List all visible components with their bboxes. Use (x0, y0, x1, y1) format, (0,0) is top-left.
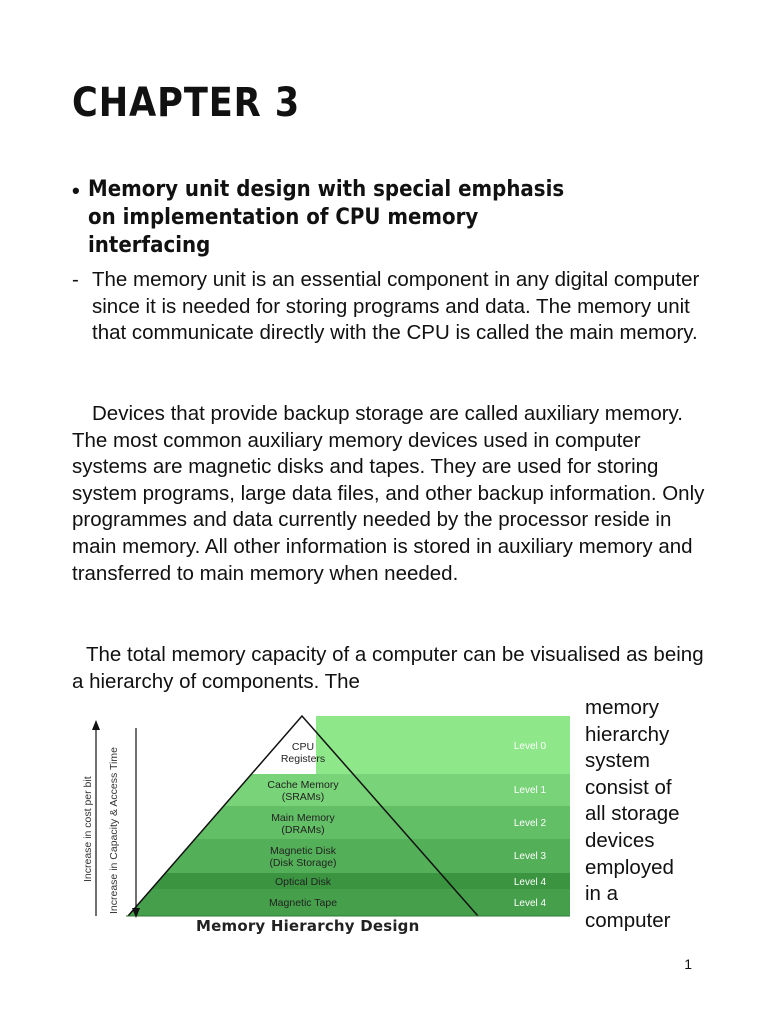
axis-label-cost: Increase in cost per bit (82, 776, 94, 882)
level-number-4a: Level 4 (513, 877, 547, 888)
bullet-marker: • (72, 178, 80, 203)
level-name-registers-2: Registers (280, 753, 326, 765)
page-number: 1 (684, 956, 692, 972)
level-number-0: Level 0 (513, 741, 547, 752)
level-name-main-2: (DRAMs) (281, 824, 325, 836)
level-name-main-1: Main Memory (271, 812, 335, 824)
level-name-registers-1: CPU (291, 741, 315, 753)
figure-caption: Memory Hierarchy Design (196, 917, 420, 935)
band-4 (136, 873, 570, 889)
band-2 (176, 806, 570, 839)
paragraph-hierarchy: The total memory capacity of a computer can be visualised as being a hierarchy of components. The (72, 643, 704, 693)
level-number-1: Level 1 (513, 785, 547, 796)
axis-label-capacity: Increase in Capacity & Access Time (108, 747, 120, 914)
level-number-3: Level 3 (513, 851, 547, 862)
level-number-4b: Level 4 (513, 898, 547, 909)
band-3 (146, 839, 570, 873)
section-heading: Memory unit design with special emphasis on implementation of CPU memory interfacing (88, 177, 565, 258)
side-line: all storage (585, 802, 680, 826)
side-line: consist of (585, 775, 672, 799)
side-line: devices (585, 828, 655, 852)
level-name-disk-1: Magnetic Disk (270, 845, 336, 857)
band-5 (126, 889, 570, 916)
level-name-cache-1: Cache Memory (267, 779, 339, 791)
paragraph-auxiliary-memory: Devices that provide backup storage are called auxiliary memory. The most common auxiliary memory devices used in computer systems are magnetic disks and tapes. They are used for storing system programs, large data files, and other backup information. Only programmes and data currently needed by the processor reside in main memory. All other information is stored in auxiliary memory and transferred to main memory when needed. (72, 402, 705, 585)
level-number-2: Level 2 (513, 818, 547, 829)
side-line: employed (585, 855, 674, 879)
level-name-optical: Optical Disk (274, 876, 332, 888)
paragraph-main-memory: The memory unit is an essential component in any digital computer since it is needed for storing programs and data. The memory unit that communicate directly with the CPU is called the main memory. (92, 268, 700, 345)
level-name-disk-2: (Disk Storage) (269, 857, 337, 869)
memory-hierarchy-figure (76, 710, 576, 936)
side-line: hierarchy (585, 722, 670, 746)
side-line: computer (585, 908, 671, 932)
level-name-cache-2: (SRAMs) (281, 791, 325, 803)
chapter-title: CHAPTER 3 (72, 80, 301, 126)
side-line: system (585, 749, 650, 773)
dash-marker: - (72, 268, 79, 291)
side-line: in a (585, 882, 619, 906)
level-name-tape: Magnetic Tape (268, 897, 338, 909)
side-text (585, 695, 705, 934)
side-line: memory (585, 696, 660, 719)
